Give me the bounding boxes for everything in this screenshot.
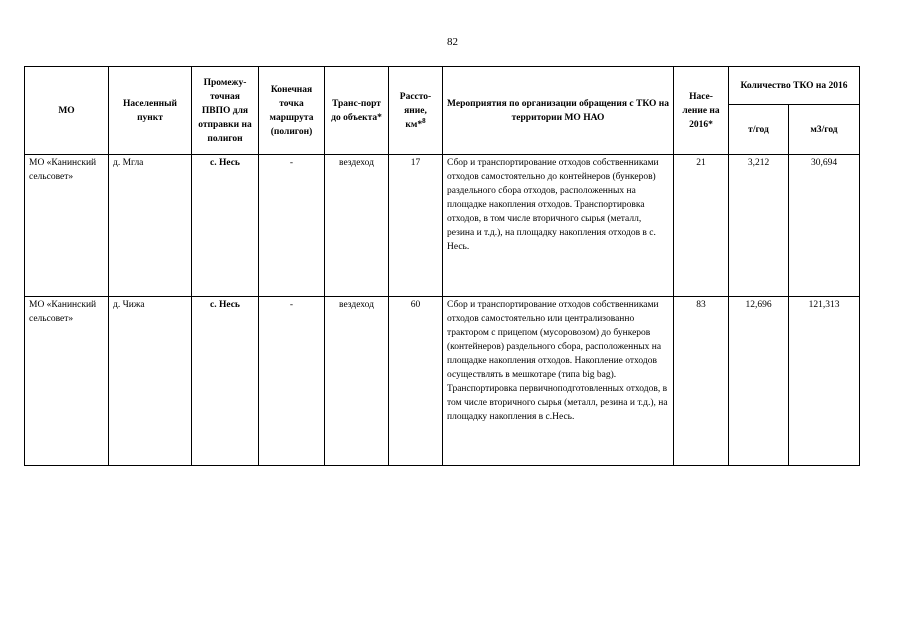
cell-intermediate: с. Несь [192, 155, 259, 297]
cell-distance: 17 [389, 155, 443, 297]
header-tons: т/год [729, 105, 789, 155]
header-population: Насе-ление на 2016* [674, 67, 729, 155]
cell-mo: МО «Канинский сельсовет» [25, 155, 109, 297]
header-settlement: Населенный пункт [109, 67, 192, 155]
header-endpoint: Конечная точка маршрута (полигон) [259, 67, 325, 155]
header-distance-sup: 8 [422, 116, 426, 125]
cell-transport: вездеход [325, 155, 389, 297]
cell-measures: Сбор и транспортирование отходов собственниками отходов самостоятельно до контейнеров (бункеров) раздельного сбора отходов, расположенных на площадке накопления отходов. Транспортировка отходов, в том числе вторичного сырья (металл, резина и т.д.), на площадку накопления отходов в с. Несь. [443, 155, 674, 297]
cell-endpoint: - [259, 155, 325, 297]
waste-management-table [24, 66, 860, 466]
header-transport: Транс-порт до объекта* [325, 67, 389, 155]
header-distance [389, 67, 443, 155]
header-quantity-group: Количество ТКО на 2016 [729, 67, 860, 105]
cell-mo: МО «Канинский сельсовет» [25, 297, 109, 466]
header-m3: м3/год [789, 105, 860, 155]
header-measures: Мероприятия по организации обращения с ТКО на территории МО НАО [443, 67, 674, 155]
header-intermediate: Промежу-точная ПВПО для отправки на полигон [192, 67, 259, 155]
cell-m3: 30,694 [789, 155, 860, 297]
cell-tons: 3,212 [729, 155, 789, 297]
header-distance-text: Рассто-яние, км* [399, 91, 432, 130]
cell-distance: 60 [389, 297, 443, 466]
cell-endpoint: - [259, 297, 325, 466]
cell-population: 21 [674, 155, 729, 297]
cell-m3: 121,313 [789, 297, 860, 466]
cell-transport: вездеход [325, 297, 389, 466]
table-row [25, 297, 860, 466]
cell-settlement: д. Мгла [109, 155, 192, 297]
cell-intermediate: с. Несь [192, 297, 259, 466]
table-row [25, 155, 860, 297]
page-number: 82 [447, 36, 458, 48]
header-mo: МО [25, 67, 109, 155]
cell-tons: 12,696 [729, 297, 789, 466]
cell-population: 83 [674, 297, 729, 466]
cell-measures: Сбор и транспортирование отходов собственниками отходов самостоятельно или централизованно трактором с прицепом (мусоровозом) до бункеров (контейнеров) раздельного сбора, расположенных на площадке накопления отходов. Накопление отходов осуществлять в мешкотаре (типа big bag). Транспортировка первичноподготовленных отходов, в том числе вторичного сырья (металл, резина и т.д.), на площадку накопления в с.Несь. [443, 297, 674, 466]
cell-settlement: д. Чижа [109, 297, 192, 466]
